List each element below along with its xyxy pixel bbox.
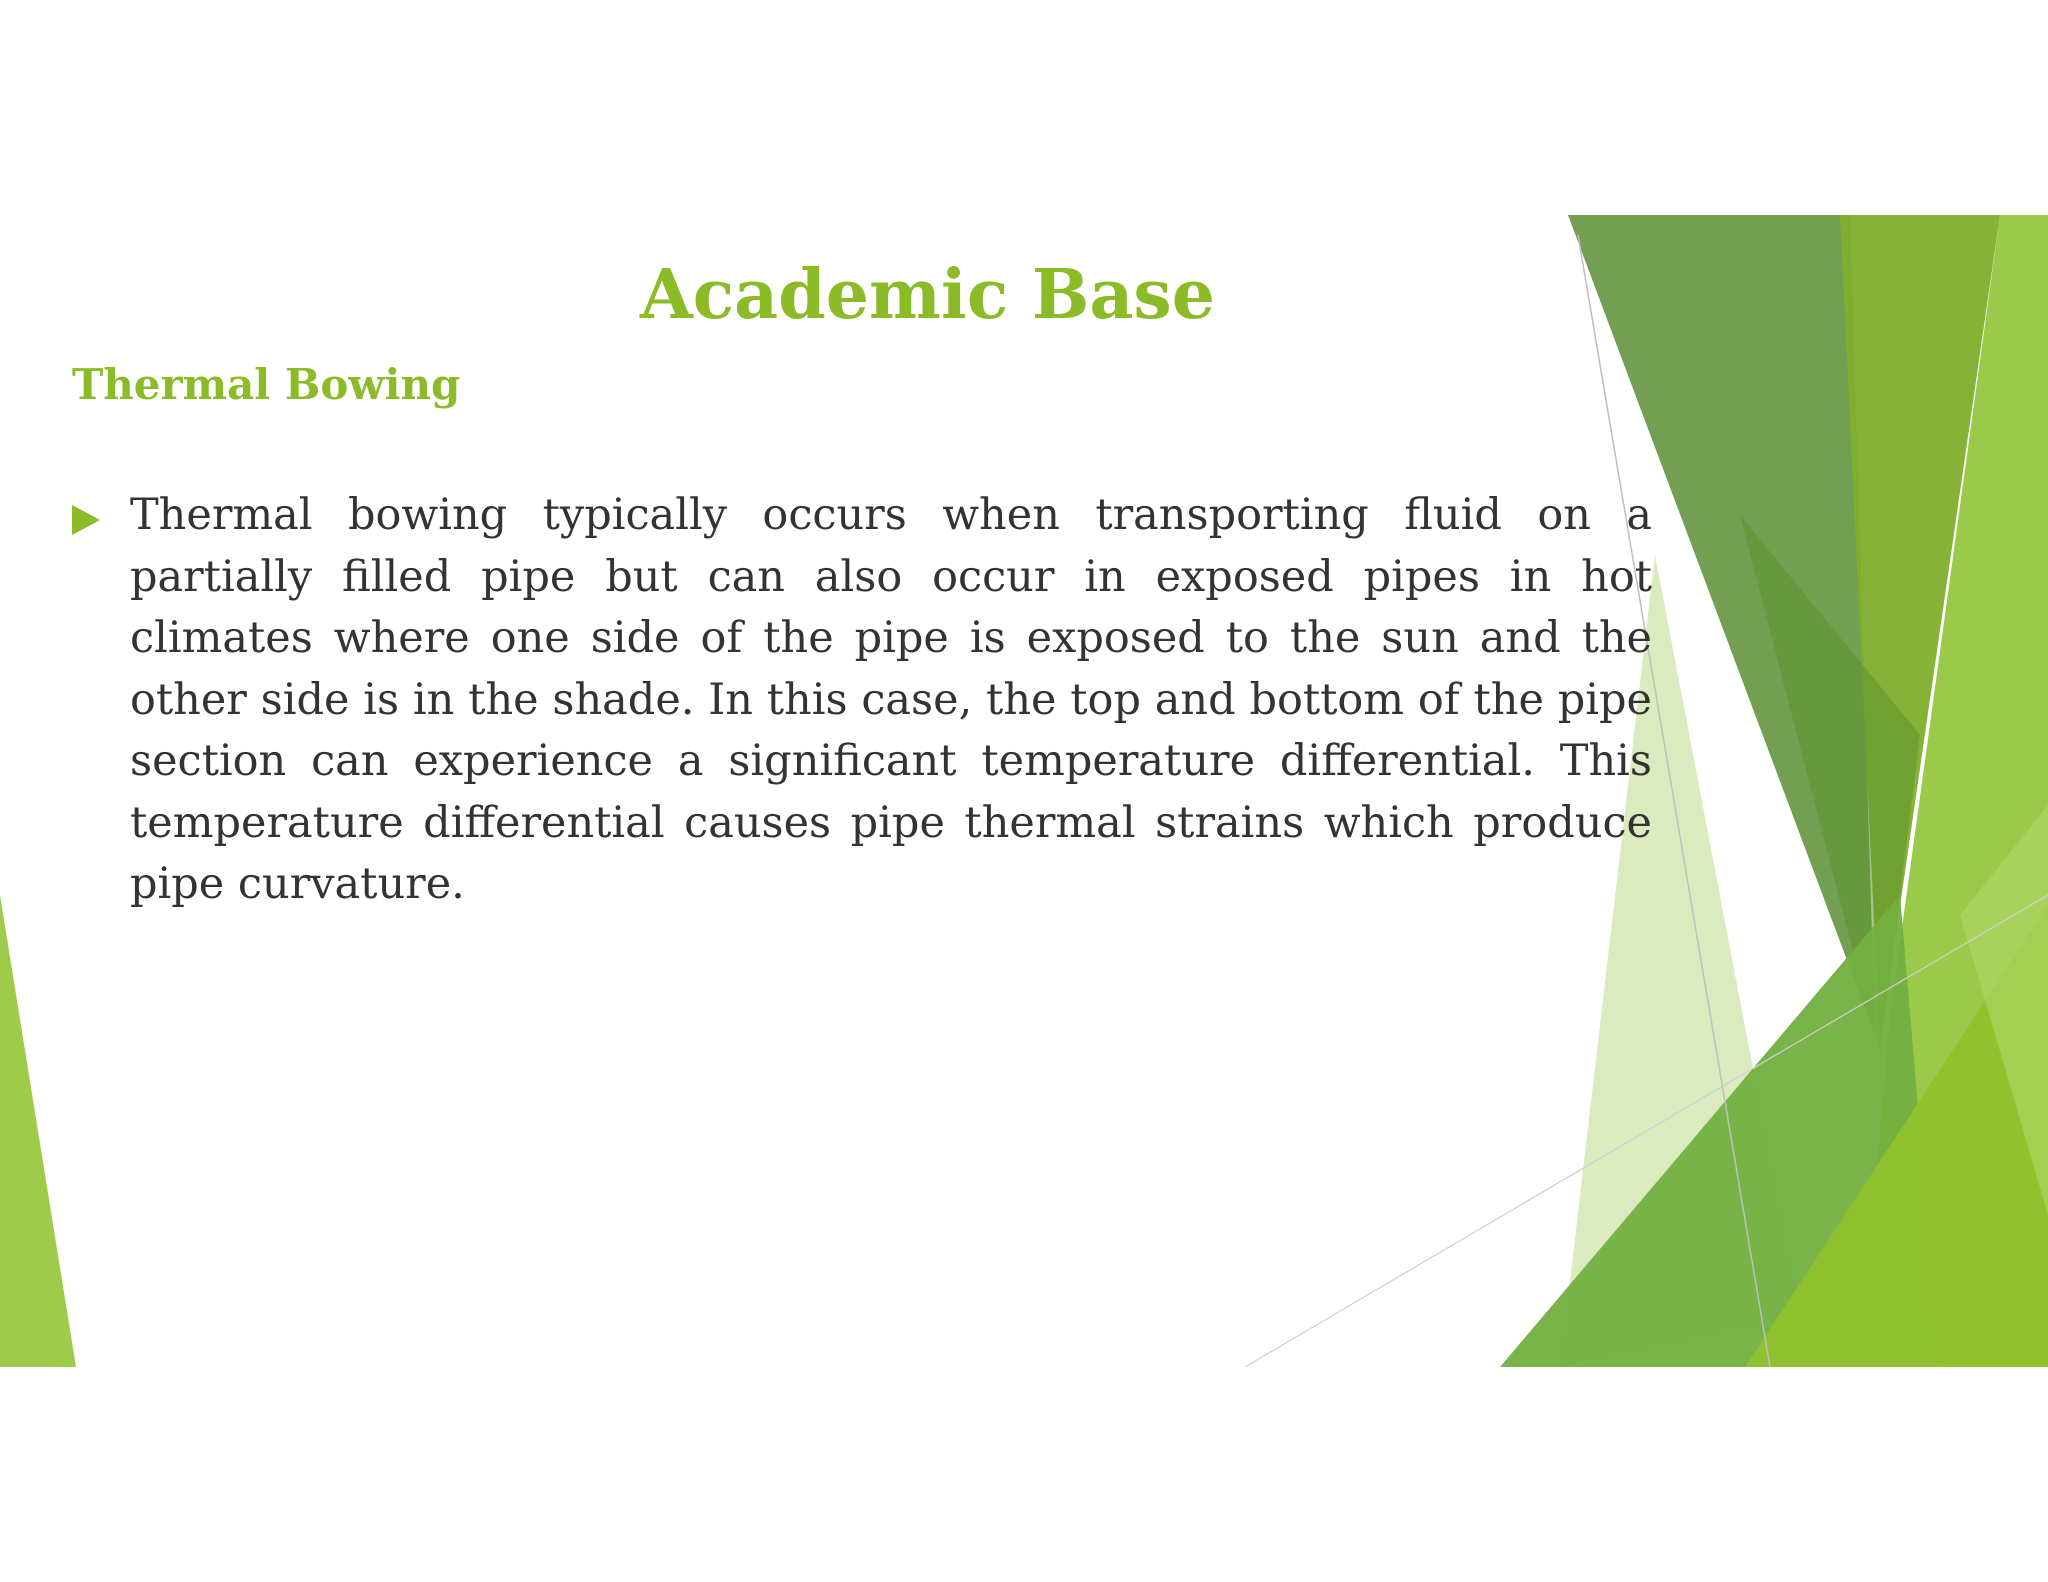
slide-title: Academic Base (640, 255, 1215, 335)
slide-subtitle: Thermal Bowing (72, 360, 461, 409)
facet-left-sliver (0, 895, 76, 1367)
bullet-text: Thermal bowing typically occurs when transporting fluid on a partially filled pipe but can also occur in exposed pipes in hot climates where one side of the pipe is exposed to the sun and the other side is in the shade. In this case, the top and bottom of the pipe section can experience a significant temperature differential. This temperature differential causes pipe thermal strains which produce pipe curvature. (130, 490, 1652, 909)
slide (0, 215, 2048, 1367)
triangle-right-icon (72, 505, 100, 535)
